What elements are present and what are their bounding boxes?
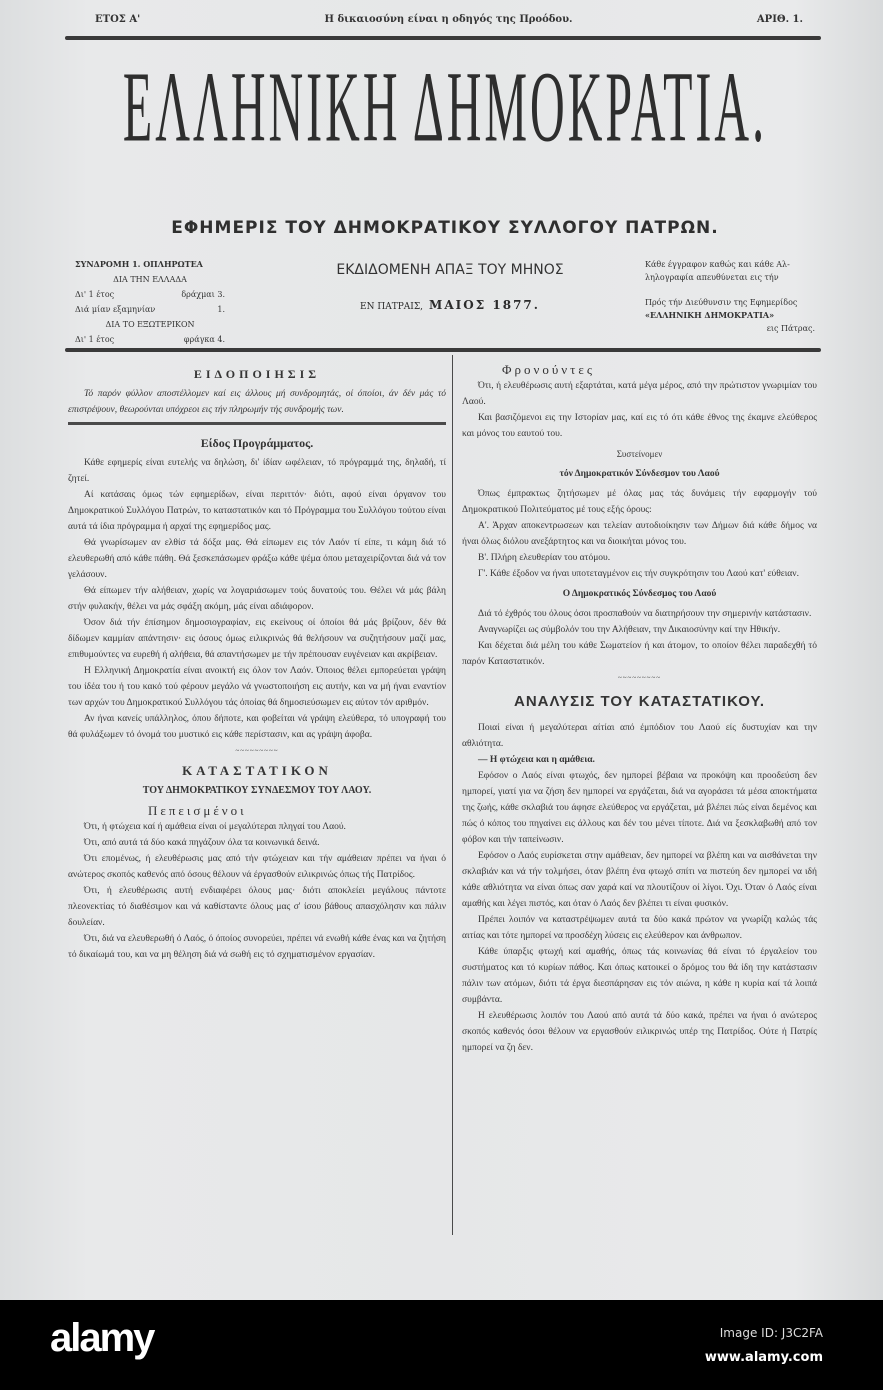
paragraph: Θά είπωμεν τήν αλήθειαν, χωρίς να λογαριάσωμεν τούς δυνατούς του. Θέλει νά μάς βάλη στήν φυλακήν, θέλει να μάς σφάξη ακόμη, μάς είναι αδιάφορον.	[68, 586, 446, 612]
domestic-label: ΔΙΑ ΤΗΝ ΕΛΛΑΔΑ	[113, 275, 187, 284]
masthead-bottom-rule	[65, 348, 821, 352]
paragraph: Κάθε ύπαρξις φτωχή καί αμαθής, όπως τάς κοινωνίας θά είναι τό έργαλείον του συστήματος και τό κυρίων πάθος. Και όπως κατοικεί ο δρόμος του θά ίδη την κατάστασιν πάλιν των ατόμων, διότι τά έργα διεσπάρησαν εις τόν αιώνα, η κάθε η κυρία καί τά λοιπά συμβάντα.	[462, 947, 817, 1005]
paragraph: Κάθε εφημερίς είναι ευτελής να δηλώση, δι' ίδίαν ωφέλειαν, τό πρόγραμμά της, δηλαδή, τί ζητεί.	[68, 458, 446, 484]
ornament-separator: ~~~~~~~~~	[617, 674, 662, 682]
date: ΜΑΙΟΣ 1877.	[429, 298, 540, 312]
foreign-label: ΔΙΑ ΤΟ ΕΞΩΤΕΡΙΚΟΝ	[105, 320, 195, 329]
rate-value: δράχμαι 3.	[181, 290, 225, 299]
right-column	[462, 362, 817, 1056]
notice-line: ληλογραφία απευθύνεται εις τήν	[645, 273, 779, 282]
notice-text: Τό παρόν φύλλον αποστέλλομεν καί εις άλλους μή συνδρομητάς, οί όποίοι, άν δέν μάς τό επιστρέψουν, θεωρούνται υπόχρεοι εις τήν πληρωμήν τής συνδρομής των.	[68, 389, 446, 415]
paragraph: Και βασιζόμενοι εις την Ιστορίαν μας, καί εις τό ότι κάθε έθνος της έκαμνε ελεύθερος και μόνος του εαυτού του.	[462, 413, 817, 439]
newspaper-title: ΕΛΛΗΝΙΚΗ ΔΗΜΟΚΡΑΤΙΑ.	[122, 52, 768, 164]
column-divider	[452, 355, 453, 1235]
motto: Η δικαιοσύνη είναι η οδηγός της Προόδου.	[324, 14, 573, 25]
paragraph: Όσον διά τήν έπίσημον δημοσιογραφίαν, εις εκείνους οί όποίοι θά μάς βρίζουν, δέν θά δίδωμεν καμμίαν απάντησιν· εις όσους όμως ειλικρινώς θά θελήσουν να συζητήσουν μαζί μας, επιθυμούντες να ευρεθή ή αλήθεια, θά απαντήσωμεν με τήν πρέπουσαν ευγένειαν και ακρίβειαν.	[68, 618, 446, 660]
notice-line: Κάθε έγγραφον καθώς και κάθε Αλ-	[645, 260, 790, 269]
stock-photo-footer	[0, 1300, 883, 1390]
analysis-heading: ΑΝΑΛΥΣΙΣ ΤΟΥ ΚΑΤΑΣΤΑΤΙΚΟΥ.	[514, 693, 765, 710]
paragraph: Γ'. Κάθε έξοδον να ήναι υποτεταγμένον εις τήν συγκρότησιν του Λαού κατ' εύθειαν.	[478, 569, 799, 579]
paragraph: — Η φτώχεια και η αμάθεια.	[478, 755, 595, 765]
program-heading: Είδος Προγράμματος.	[200, 436, 314, 450]
paragraph: Ότι, διά να ελευθερωθή ό Λαός, ό όποίος συνορεύει, πρέπει νά ενωθή κάθε ένας και να ζητήση τό δικαίωμά του, και να μη θέληση διά νά σωθή εις τό σχηματισμένον εργασίαν.	[68, 934, 446, 960]
issue-number: ΑΡΙΘ. 1.	[756, 14, 803, 25]
paragraph: Εφόσον ο Λαός ευρίσκεται στην αμάθειαν, δεν ημπορεί να βλέπη και να αισθάνεται την σκλαβιάν και νά τήν τολμήσει, όταν βλέπη ένα φτωχό σπίτι να πιστεύη δεν ημπορεί να ιδή κάθε αθλιότητα να είναι όπως σαν χαρά καί να πλουτίζουν οί λίγοι. Όχι. Όταν ό Λαός είναι αμαθής και λέγει πιστός, και όταν ό Λαός δεν βλέπει τι είναι φυσικόν.	[462, 851, 817, 909]
notice-line: εις Πάτρας.	[766, 324, 815, 333]
notice-line: Πρός τήν Διεύθυνσιν της Εφημερίδος	[645, 298, 798, 307]
statute-subheading: ΤΟΥ ΔΗΜΟΚΡΑΤΙΚΟΥ ΣΥΝΔΕΣΜΟΥ ΤΟΥ ΛΑΟΥ.	[142, 785, 372, 796]
paragraph: Αναγνωρίζει ως σύμβολόν του την Αλήθειαν, την Δικαιοσύνην καί την Ηθικήν.	[478, 625, 781, 635]
thinking-heading: Φρονούντες	[502, 362, 596, 377]
alamy-logo: alamy	[50, 1316, 154, 1360]
dateline	[290, 298, 610, 312]
paragraph: Διά τό έχθρός του όλους όσοι προσπαθούν να διατηρήσουν την σημερινήν κατάστασιν.	[478, 609, 812, 619]
top-rule	[65, 36, 821, 40]
statute-heading: ΚΑΤΑΣΤΑΤΙΚΟΝ	[182, 763, 332, 778]
paragraph: Η Ελληνική Δημοκρατία είναι ανοικτή εις όλον τον Λαόν. Όποιος θέλει εμπορεύεται γράψη του ίδέα του ή του κακό τού φέρουν μεγάλο νά γνωστοποιήση εις αυτήν, και να μή ήναι εναντίον των αρχών του Δημοκρατικού Συλλόγου τάς όποίας θά δημοσιεύσωμεν εις αύτον τόν αριθμόν.	[68, 666, 446, 708]
publication-info	[290, 262, 610, 312]
paragraph: Όπως έμπρακτως ζητήσωμεν μέ όλας μας τάς δυνάμεις τήν εφαρμογήν τού Δημοκρατικού Πολιτεύματος μέ τους εξής όρους:	[462, 489, 817, 515]
rate-value: 1.	[217, 305, 225, 314]
rate-label: Δι' 1 έτος	[75, 335, 115, 344]
masthead-top-line	[95, 14, 803, 25]
rate-label: Διά μίαν εξαμηνίαν	[75, 305, 156, 314]
correspondence-info	[645, 258, 815, 335]
paragraph: Ότι, ή φτώχεια καί ή αμάθεια είναι οί μεγαλύτεραι πληγαί του Λαού.	[84, 822, 346, 832]
ornament-separator: ~~~~~~~~~	[235, 747, 279, 755]
paragraph: Πρέπει λοιπόν να καταστρέψωμεν αυτά τα δύο κακά πρώτον να γνωρίζη καλώς τάς αιτίας και τότε ημπορεί να προσδέχη λύσεις εις ελεύθερον και άνθρωπον.	[462, 915, 817, 941]
newspaper-subtitle: ΕΦΗΜΕΡΙΣ ΤΟΥ ΔΗΜΟΚΡΑΤΙΚΟΥ ΣΥΛΛΟΓΟΥ ΠΑΤΡΩΝ.	[171, 218, 719, 238]
paragraph: Ότι, ή ελευθέρωσις αυτή ενδιαφέρει όλους μας· διότι αποκλείει μεγάλους πάντοτε πλεονεκτίας τό διαθέσιμον και νά καθίσταντε όλους μας σ' ίσου βάθους απασχόλησιν και πάλιν δουλείαν.	[68, 886, 446, 928]
union-heading: τόν Δημοκρατικόν Σύνδεσμον του Λαού	[559, 469, 720, 479]
separator-rule	[68, 422, 446, 425]
paragraph: Η ελευθέρωσις λοιπόν του Λαού από αυτά τά δύο κακά, πρέπει να ήναι ό ανώτερος σκοπός καθενός όσοι θέλουν να εργασθούν ειλικρινώς υπέρ της Πατρίδος. Ούτε ή Πατρίς ημπορεί να ζη δεν.	[462, 1011, 817, 1053]
paragraph: Αν ήναι κανείς υπάλληλος, όπου δήποτε, και φοβείται νά γράψη ελεύθερα, τό υπογραφή του θά φυλάξωμεν τό όνομά του μυστικό εις κάθε περίστασιν, και ας γράψη άφοβα.	[68, 714, 446, 740]
paragraph: Αί κατάσαις όμως τών εφημερίδων, είναι περιττόν· διότι, αφού είναι όργανον του Δημοκρατικού Συλλόγου Πατρών, το καταστατικόν και τό Πρόγραμμα του Συλλόγου τούτου είναι αυτά τά ίδια πρόγραμμα ή αρχαί της εφημερίδος μας.	[68, 490, 446, 532]
paragraph: Ότι επομένως, ή ελευθέρωσις μας από τήν φτώχειαν και τήν αμάθειαν πρέπει να ήναι ό ανώτερος σκοπός καθενός από όσους θέλουν νά έργασθούν ειλικρινώς όπως τής Πατρίδος.	[68, 854, 446, 880]
place: ΕΝ ΠΑΤΡΑΙΣ,	[360, 302, 424, 312]
paragraph: Α'. Άρχαν αποκεντρωσεων και τελείαν αυτοδιοίκησιν των Δήμων διά κάθε δήμος να ήναι όλως διόλου ανεξάρτητος και να διοικήται μόνος του.	[462, 521, 817, 547]
publication-frequency: ΕΚΔΙΔΟΜΕΝΗ ΑΠΑΞ ΤΟΥ ΜΗΝΟΣ	[336, 262, 564, 278]
site-url: www.alamy.com	[704, 1350, 823, 1365]
paragraph: Ποιαί είναι ή μεγαλύτεραι αίτίαι από έμπόδιον του Λαού είς δυστυχίαν και την αθλιότητα.	[462, 723, 817, 749]
sub-heading: Ο Δημοκρατικός Σύνδεσμος του Λαού	[562, 589, 717, 599]
left-column	[68, 362, 446, 963]
notice-line: «ΕΛΛΗΝΙΚΗ ΔΗΜΟΚΡΑΤΙΑ»	[645, 310, 775, 320]
paragraph: Ότι, ή ελευθέρωσις αυτή εξαρτάται, κατά μέγα μέρος, από την πρώτιστον γνωριμίαν του Λαού.	[462, 381, 817, 407]
paragraph: Και δέχεται διά μέλη του κάθε Σωματείον ή και άτομον, το οποίον θέλει παραδεχθή τό παρόν Καταστατικόν.	[462, 641, 817, 667]
year-label: ΕΤΟΣ Α'	[95, 14, 141, 25]
rate-label: Δι' 1 έτος	[75, 290, 115, 299]
subscription-info	[75, 257, 225, 347]
constitute-label: Συστείνομεν	[616, 449, 663, 459]
paragraph: Β'. Πλήρη ελευθερίαν του ατόμου.	[478, 553, 611, 563]
subscription-heading: ΣΥΝΔΡΟΜΗ 1. ΟΠΛΗΡΩΤΕΑ	[75, 259, 203, 269]
convinced-heading: Πεπεισμένοι	[148, 803, 247, 818]
paragraph: Ότι, από αυτά τά δύο κακά πηγάζουν όλα τα κοινωνικά δεινά.	[84, 838, 320, 848]
rate-value: φράγκα 4.	[183, 335, 225, 344]
notice-heading: ΕΙΔΟΠΟΙΗΣΙΣ	[193, 367, 321, 381]
paragraph: Εφόσον ο Λαός είναι φτωχός, δεν ημπορεί βέβαια να προκόψη και προοδεύση δεν ημπορεί, γιατί για να ζήση δεν ημπορεί να εργάζεται, διά να αγοράσει τά μέσα αποκτήματα της ζωής, κάθε σκλαβιά του άφησε ελεύθερος να εργάζεται, μά βλέπει πώς είναι δεμένος και πώς ό κόπος του πηγαίνει εις άλλους και δέν του μένει τίποτε. Διά να ξεσκλαβωθή από τον φόβον και τήν ταπείνωσιν.	[462, 771, 817, 845]
paragraph: Θά γνωρίσωμεν αν ελθίσ τά δόξα μας. Θά είπωμεν εις τόν Λαόν τί είπε, τι κάμη διά τό ελευθερωθή από κάθε πάθη. Θά ξεσκεπάσωμεν φράξω κάθε ψέμα όπου μεταχειρίζονται διά νά τον γελάσουν.	[68, 538, 446, 580]
image-id: Image ID: J3C2FA	[719, 1326, 823, 1340]
